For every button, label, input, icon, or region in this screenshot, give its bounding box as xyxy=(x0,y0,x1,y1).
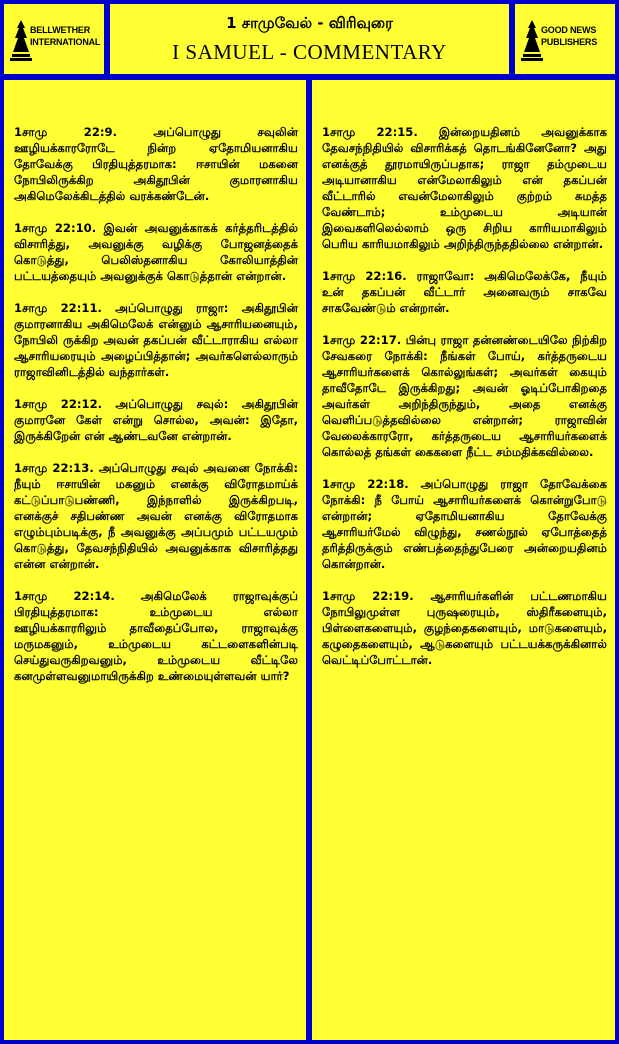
good-news-logo xyxy=(521,14,609,64)
verse-paragraph: 1சாமு 22:12. அப்பொழுது சவுல்: அகிதூபின் குமாரனே கேள் என்று சொல்ல, அவன்: இதோ, இருக்கிறேன் என் ஆண்டவனே என்றான். xyxy=(14,397,298,443)
left-logo-panel xyxy=(4,4,104,74)
bellwether-logo xyxy=(10,14,101,64)
right-logo-line2: PUBLISHERS xyxy=(541,37,598,47)
left-logo-line2: INTERNATIONAL xyxy=(30,37,101,47)
right-column xyxy=(312,80,615,1040)
right-logo-panel xyxy=(515,4,615,74)
verse-paragraph: 1சாமு 22:15. இன்றையதினம் அவனுக்காக தேவசந்நிதியில் விசாரிக்கத் தொடங்கினேனோ? அது எனக்குத் தூரமாயிருப்பதாக; ராஜா தம்முடைய அடியானாகிய என்மேலாகிலும் என் தகப்பன் வீட்டாரில் எவன்மேலாகிலும் குற்றம் சுமத்த வேண்டாம்; உம்முடைய அடியான் இவைகளிலெல்லாம் ஒரு சிறிய காரியமாகிலும் பெரிய காரியமாகிலும் அறிந்திருந்ததில்லை என்றான். xyxy=(322,125,607,251)
left-column xyxy=(4,80,306,1040)
verse-paragraph: 1சாமு 22:14. அகிமெலேக் ராஜாவுக்குப் பிரதியுத்தரமாக: உம்முடைய எல்லா ஊழியக்காரரிலும் தாவீதைப்போல, ராஜாவுக்கு மருமகனும், உம்முடைய கட்டளைகளின்படி செய்துவருகிறவனும், உம்முடைய வீட்டிலே கனமுள்ளவனுமாயிருக்கிற உண்மையுள்ளவன் யார்? xyxy=(14,589,298,683)
english-title: I SAMUEL - COMMENTARY xyxy=(172,40,447,64)
verse-paragraph: 1சாமு 22:13. அப்பொழுது சவுல் அவனை நோக்கி: நீயும் ஈசாயின் மகனும் எனக்கு விரோதமாய்க் கட்டுப்பாடுபண்ணி, இந்நாளில் இருக்கிறபடி, எனக்குச் சதிபண்ண அவன் எனக்கு விரோதமாக எழும்பும்படிக்கு, நீ அவனுக்கு அப்பமும் பட்டயமும் கொடுத்து, தேவசந்நிதியில் அவனுக்காக விசாரித்தது என்ன என்றான். xyxy=(14,461,298,571)
title-panel xyxy=(110,4,509,74)
good-news-logo-icon xyxy=(521,18,543,62)
right-logo-line1: GOOD NEWS xyxy=(541,25,597,35)
left-logo-line1: BELLWETHER xyxy=(30,25,90,35)
verse-paragraph: 1சாமு 22:19. ஆசாரியர்களின் பட்டணமாகிய நோபிலுமுள்ள புருஷரையும், ஸ்திரீகளையும், பிள்ளைகளையும், குழந்தைகளையும், மாடுகளையும், கழுதைகளையும், ஆடுகளையும் பட்டயக்கருக்கினால் வெட்டிப்போட்டான். xyxy=(322,589,607,667)
verse-paragraph: 1சாமு 22:16. ராஜாவோ: அகிமெலேக்கே, நீயும் உன் தகப்பன் வீட்டார் அனைவரும் சாகவே சாகவேண்டும் என்றான். xyxy=(322,269,607,315)
bellwether-logo-icon xyxy=(10,18,32,62)
verse-paragraph: 1சாமு 22:11. அப்பொழுது ராஜா: அகிதூபின் குமாரனாகிய அகிமெலேக் என்னும் ஆசாரியனையும், நோபிலி ருக்கிற அவன் தகப்பன் வீட்டாராகிய எல்லா ஆசாரியரையும் அழைப்பித்தான்; அவர்களெல்லாரும் ராஜாவினிடத்தில் வந்தார்கள். xyxy=(14,301,298,379)
verse-paragraph: 1சாமு 22:10. இவன் அவனுக்காகக் கர்த்தரிடத்தில் விசாரித்து, அவனுக்கு வழிக்கு போஜனத்தைக் கொடுத்து, பெலிஸ்தனாகிய கோலியாத்தின் பட்டயத்தையும் அவனுக்குக் கொடுத்தான் என்றான். xyxy=(14,221,298,283)
tamil-title: 1 சாமுவேல் - விரிவுரை xyxy=(226,14,393,32)
verse-paragraph: 1சாமு 22:18. அப்பொழுது ராஜா தோவேக்கை நோக்கி: நீ போய் ஆசாரியர்களைக் கொன்றுபோடு என்றான்; ஏதோமியனாகிய தோவேக்கு ஆசாரியர்மேல் விழுந்து, சணல்நூல் ஏபோத்தைத் தரித்திருக்கும் எண்பத்தைந்துபேரை அன்றையதினம் கொன்றான். xyxy=(322,477,607,571)
verse-paragraph: 1சாமு 22:9. அப்பொழுது சவுலின் ஊழியக்காரரோடே நின்ற ஏதோமியனாகிய தோவேக்கு பிரதியுத்தரமாக: ஈசாயின் மகனை நோபிலிருக்கிற அகிதூபின் குமாரனாகிய அகிமெலேக்கிடத்தில் வரக்கண்டேன். xyxy=(14,125,298,203)
verse-paragraph: 1சாமு 22:17. பின்பு ராஜா தன்னண்டையிலே நிற்கிற சேவகரை நோக்கி: நீங்கள் போய், கர்த்தருடைய ஆசாரியர்களைக் கொல்லுங்கள்; அவர்கள் கையும் தாவீதோடே இருக்கிறது; அவன் ஓடிப்போகிறதை அவர்கள் அறிந்திருந்தும், அதை எனக்கு வெளிப்படுத்தவில்லை என்றான்; ராஜாவின் வேலைக்காரரோ, கர்த்தருடைய ஆசாரியர்களைக் கொல்லத் தங்கள் கைகளை நீட்ட சம்மதிக்கவில்லை. xyxy=(322,333,607,459)
